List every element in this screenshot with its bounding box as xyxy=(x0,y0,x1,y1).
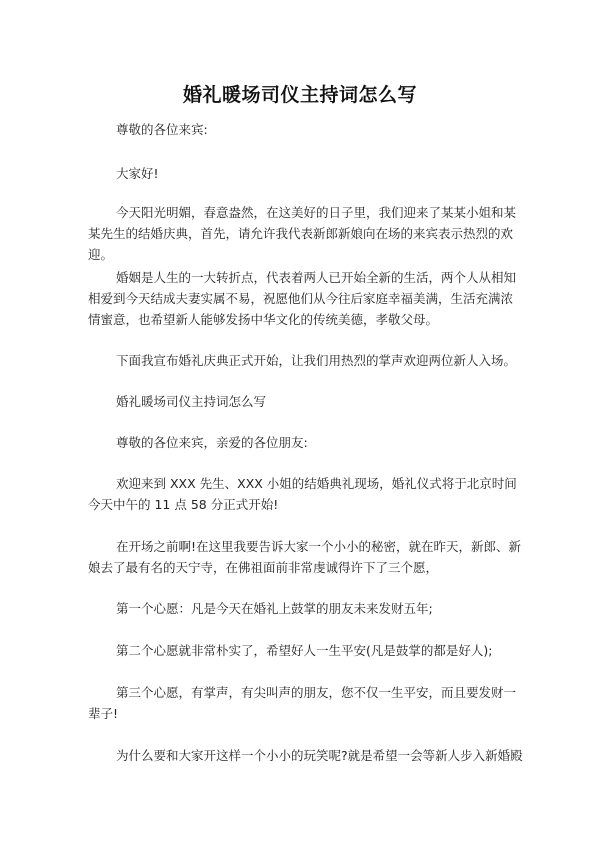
paragraph-announce: 下面我宣布婚礼庆典正式开始，让我们用热烈的掌声欢迎两位新人入场。 xyxy=(116,353,517,368)
paragraph-subheading: 婚礼暖场司仪主持词怎么写 xyxy=(116,394,267,409)
paragraph-opening: 今天阳光明媚，春意盎然，在这美好的日子里，我们迎来了某某小姐和某某先生的结婚庆典，首先，请允许我代表新郎新娘向在场的来宾表示热烈的欢迎。 xyxy=(88,205,517,262)
paragraph-hello: 大家好! xyxy=(116,166,159,181)
paragraph-greeting: 尊敬的各位来宾: xyxy=(116,122,208,137)
paragraph-secret: 在开场之前啊!在这里我要告诉大家一个小小的秘密，就在昨天，新郎、新娘去了最有名的天宁寺，在佛祖面前非常虔诚得许下了三个愿， xyxy=(88,539,522,575)
paragraph-joke: 为什么要和大家开这样一个小小的玩笑呢?就是希望一会等新人步入新婚殿 xyxy=(116,748,523,763)
paragraph-wish-1: 第一个心愿：凡是今天在婚礼上鼓掌的朋友未来发财五年; xyxy=(116,601,433,616)
paragraph-greeting-2: 尊敬的各位来宾，亲爱的各位朋友: xyxy=(116,435,308,450)
paragraph-wish-3: 第三个心愿，有掌声，有尖叫声的朋友，您不仅一生平安，而且要发财一辈子! xyxy=(88,685,517,721)
document-title: 婚礼暖场司仪主持词怎么写 xyxy=(182,84,417,106)
paragraph-welcome: 欢迎来到 XXX 先生、XXX 小姐的结婚典礼现场，婚礼仪式将于北京时间今天中午的 11 点 58 分正式开始! xyxy=(88,476,517,512)
paragraph-marriage: 婚姻是人生的一大转折点，代表着两人已开始全新的生活，两个人从相知相爱到今天结成夫妻实属不易，祝愿他们从今往后家庭幸福美满，生活充满浓情蜜意，也希望新人能够发扬中华文化的传统美德，孝敬父母。 xyxy=(88,270,517,327)
paragraph-wish-2: 第二个心愿就非常朴实了，希望好人一生平安(凡是鼓掌的都是好人); xyxy=(116,643,493,658)
